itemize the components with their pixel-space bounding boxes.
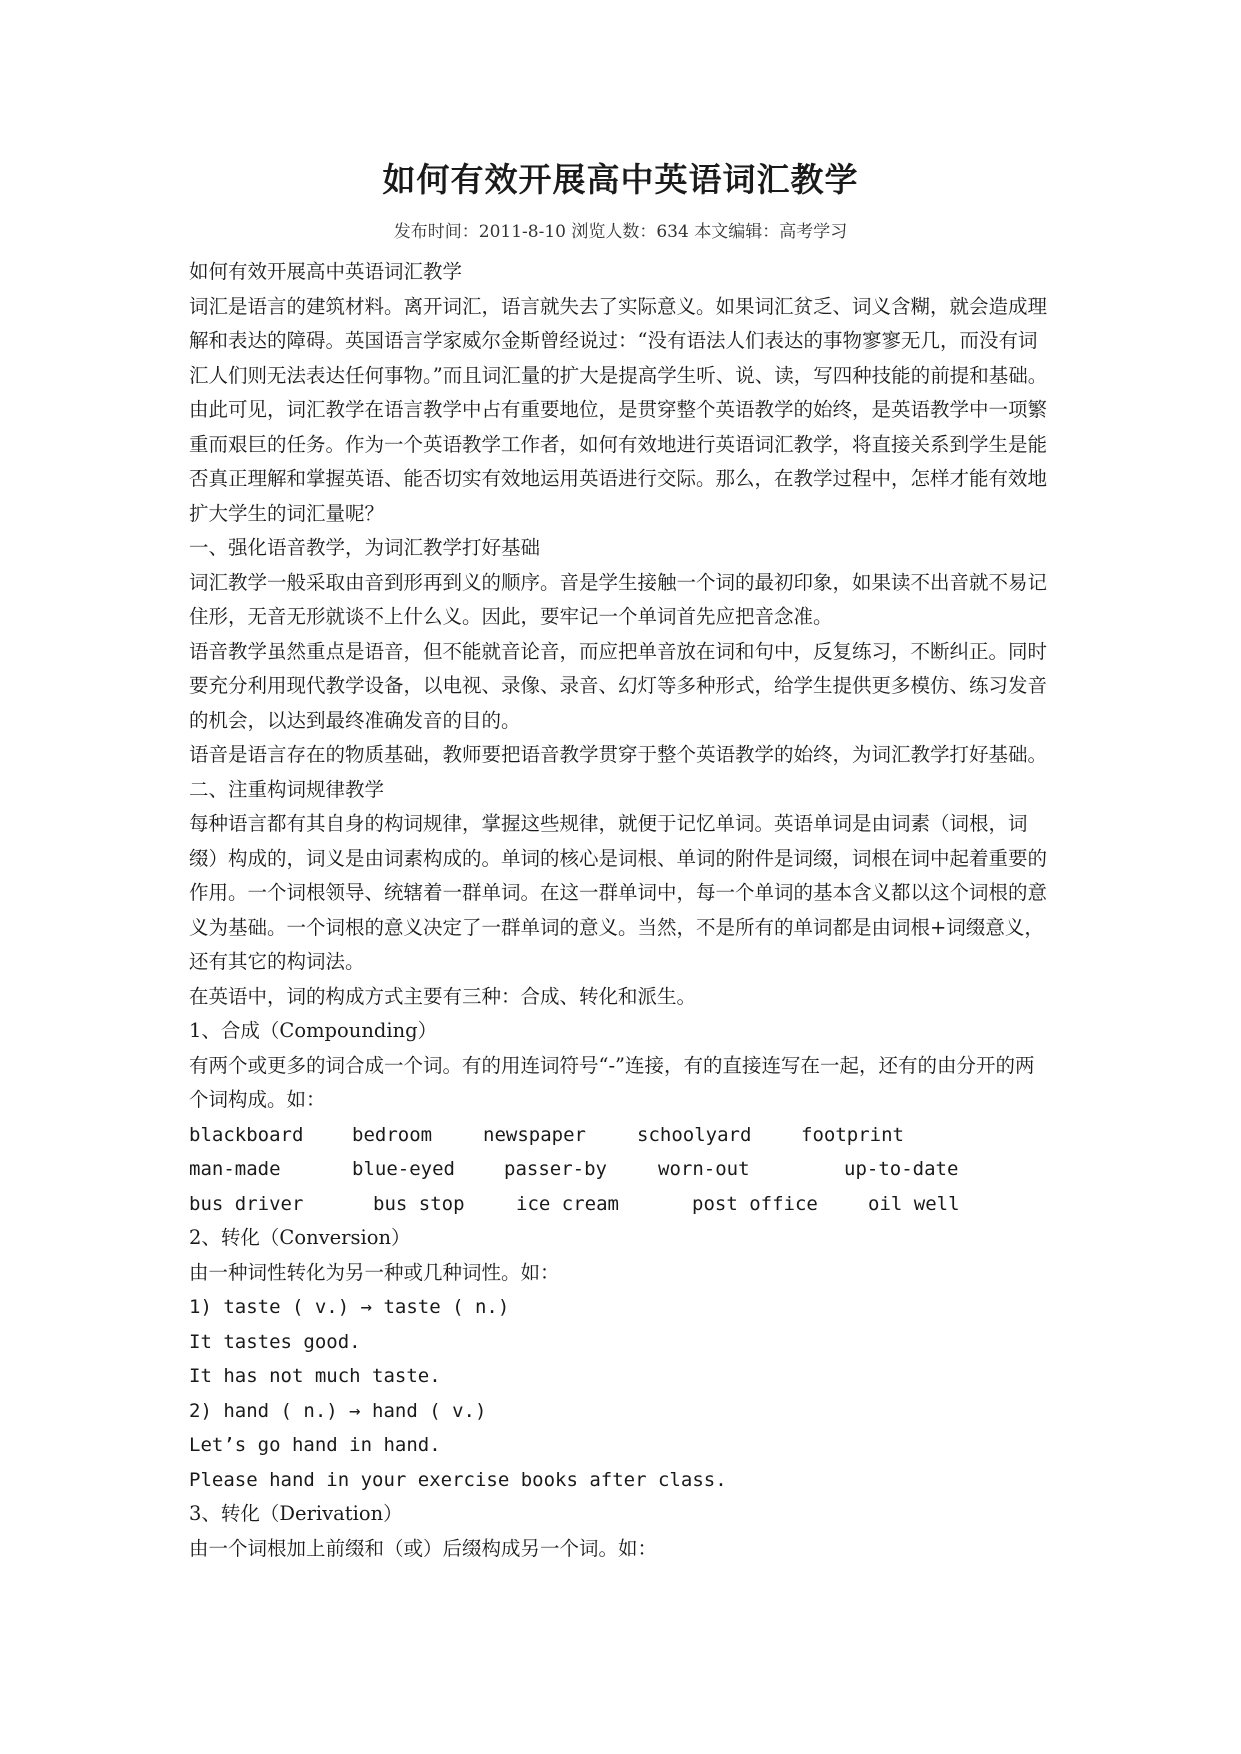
example-word: bus stop xyxy=(373,1192,465,1215)
section-heading-1: 一、强化语音教学，为词汇教学打好基础 xyxy=(189,536,541,559)
paragraph: 有两个或更多的词合成一个词。有的用连词符号“-”连接，有的直接连写在一起，还有的由分开的两个词构成。如： xyxy=(189,1053,1035,1111)
example-word: passer-by xyxy=(504,1158,607,1180)
example-sentence: Please hand in your exercise books after class. xyxy=(189,1468,727,1491)
example-sentence: It tastes good. xyxy=(189,1330,361,1353)
intro-paragraph: 词汇是语言的建筑材料。离开词汇，语言就失去了实际意义。如果词汇贫乏、词义含糊，就会造成理解和表达的障碍。英国语言学家威尔金斯曾经说过：“没有语法人们表达的事物寥寥无几，而没有词汇人们则无法表达任何事物。”而且词汇量的扩大是提高学生听、说、读，写四种技能的前提和基础。由此可见，词汇教学在语言教学中占有重要地位，是贯穿整个英语教学的始终，是英语教学中一项繁重而艰巨的任务。作为一个英语教学工作者，如何有效地进行英语词汇教学，将直接关系到学生是能否真正理解和掌握英语、能否切实有效地运用英语进行交际。那么，在教学过程中，怎样才能有效地扩大学生的词汇量呢？ xyxy=(189,294,1048,525)
example-word-row xyxy=(189,1118,1051,1153)
paragraph: 在英语中，词的构成方式主要有三种：合成、转化和派生。 xyxy=(189,984,697,1008)
subheading-compounding: 1、合成（Compounding） xyxy=(189,1019,438,1042)
example-word: footprint xyxy=(801,1123,904,1146)
example-word: blue-eyed xyxy=(352,1158,455,1180)
example-word: newspaper xyxy=(483,1123,586,1146)
example-word: bus driver xyxy=(189,1192,304,1215)
example-line: 1) taste ( v.) → taste ( n.) xyxy=(189,1296,510,1318)
example-word: bedroom xyxy=(352,1123,433,1146)
paragraph: 语音是语言存在的物质基础，教师要把语音教学贯穿于整个英语教学的始终，为词汇教学打好基础。 xyxy=(189,743,1048,766)
example-word: worn-out xyxy=(658,1158,750,1180)
example-word: up-to-date xyxy=(844,1158,959,1180)
example-word: man-made xyxy=(189,1158,281,1180)
example-word-row xyxy=(189,1187,1051,1222)
article-title: 如何有效开展高中英语词汇教学 xyxy=(382,160,859,199)
example-line: 2) hand ( n.) → hand ( v.) xyxy=(189,1399,487,1422)
paragraph: 由一种词性转化为另一种或几种词性。如： xyxy=(189,1260,560,1284)
example-sentence: It has not much taste. xyxy=(189,1365,441,1387)
example-sentence: Let’s go hand in hand. xyxy=(189,1434,441,1456)
paragraph: 语音教学虽然重点是语音，但不能就音论音，而应把单音放在词和句中，反复练习，不断纠正。同时要充分利用现代教学设备，以电视、录像、录音、幻灯等多种形式，给学生提供更多模仿、练习发音的机会，以达到最终准确发音的目的。 xyxy=(189,639,1048,732)
paragraph: 词汇教学一般采取由音到形再到义的顺序。音是学生接触一个词的最初印象，如果读不出音就不易记住形，无音无形就谈不上什么义。因此，要牢记一个单词首先应把音念准。 xyxy=(189,570,1048,628)
example-word-row xyxy=(189,1152,1051,1187)
example-word: post office xyxy=(692,1192,818,1215)
example-word: schoolyard xyxy=(637,1123,752,1146)
example-word: blackboard xyxy=(189,1123,304,1146)
subheading-derivation: 3、转化（Derivation） xyxy=(189,1502,403,1525)
paragraph: 每种语言都有其自身的构词规律，掌握这些规律，就便于记忆单词。英语单词是由词素（词根，词缀）构成的，词义是由词素构成的。单词的核心是词根、单词的附件是词缀，词根在词中起着重要的作用。一个词根领导、统辖着一群单词。在这一群单词中，每一个单词的基本含义都以这个词根的意义为基础。一个词根的意义决定了一群单词的意义。当然，不是所有的单词都是由词根+词缀意义，还有其它的构词法。 xyxy=(189,812,1048,973)
example-word: ice cream xyxy=(516,1192,619,1215)
section-heading-2: 二、注重构词规律教学 xyxy=(189,777,385,801)
paragraph: 由一个词根加上前缀和（或）后缀构成另一个词。如： xyxy=(189,1536,658,1560)
body-heading: 如何有效开展高中英语词汇教学 xyxy=(189,260,463,283)
example-word: oil well xyxy=(868,1192,960,1215)
article-meta: 发布时间：2011-8-10 浏览人数：634 本文编辑：高考学习 xyxy=(393,222,848,242)
subheading-conversion: 2、转化（Conversion） xyxy=(189,1226,411,1249)
article-body xyxy=(189,255,1051,1566)
